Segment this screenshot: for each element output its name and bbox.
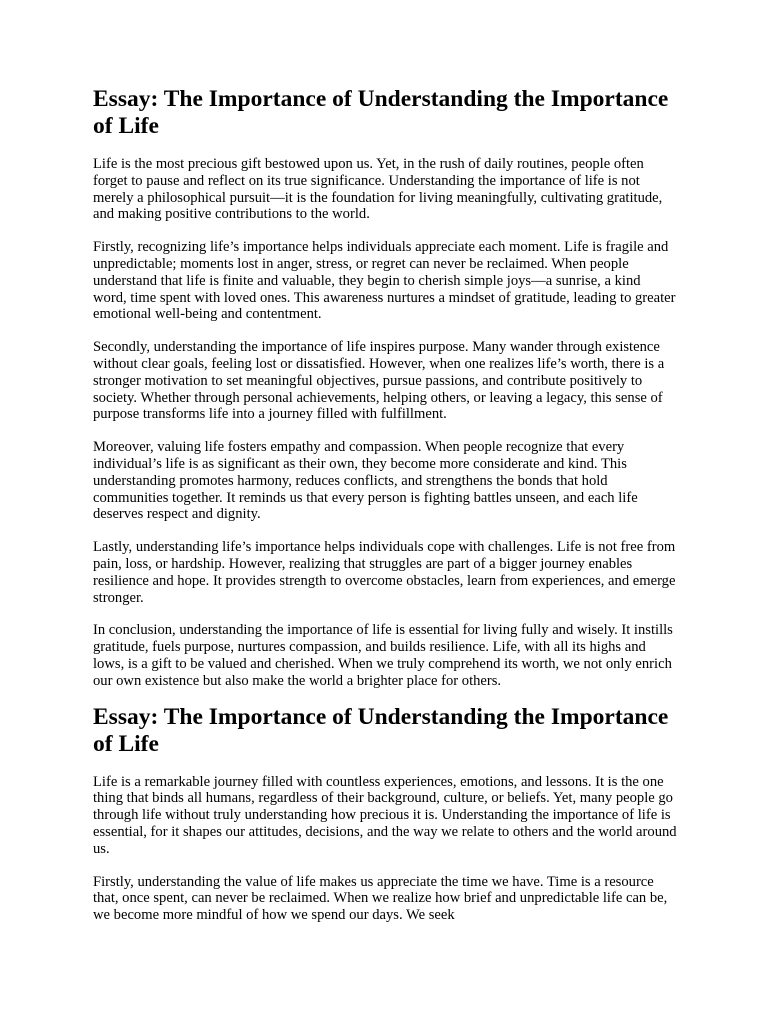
document-page	[93, 86, 677, 940]
essay-paragraph: Life is the most precious gift bestowed upon us. Yet, in the rush of daily routines, people often forget to pause and reflect on its true significance. Understanding the importance of life is not merely a philosophical pursuit—it is the foundation for living meaningfully, cultivating gratitude, and making positive contributions to the world.	[93, 156, 663, 223]
essay-paragraph: Firstly, recognizing life’s importance helps individuals appreciate each moment. Life is fragile and unpredictable; moments lost in anger, stress, or regret can never be reclaimed. When people understand that life is finite and valuable, they begin to cherish simple joys—a sunrise, a kind word, time spent with loved ones. This awareness nurtures a mindset of gratitude, leading to greater emotional well-being and contentment.	[93, 239, 676, 323]
essay-title: Essay: The Importance of Understanding the Importance of Life	[93, 703, 669, 757]
essay-title: Essay: The Importance of Understanding the Importance of Life	[93, 86, 669, 139]
essay-paragraph: Moreover, valuing life fosters empathy and compassion. When people recognize that every individual’s life is as significant as their own, they become more considerate and kind. This understanding promotes harmony, reduces conflicts, and strengthens the bonds that hold communities together. It reminds us that every person is fighting battles unseen, and each life deserves respect and dignity.	[93, 439, 638, 523]
essay-section-1	[93, 86, 677, 690]
essay-paragraph: In conclusion, understanding the importance of life is essential for living fully and wisely. It instills gratitude, fuels purpose, nurtures compassion, and builds resilience. Life, with all its highs and lows, is a gift to be valued and cherished. When we truly comprehend its worth, we not only enrich our own existence but also make the world a brighter place for others.	[93, 622, 673, 689]
essay-paragraph: Life is a remarkable journey filled with countless experiences, emotions, and lessons. It is the one thing that binds all humans, regardless of their background, culture, or beliefs. Yet, many people go through life without truly understanding how precious it is. Understanding the importance of life is essential, for it shapes our attitudes, decisions, and the way we relate to others and the world around us.	[93, 773, 677, 857]
essay-paragraph: Firstly, understanding the value of life makes us appreciate the time we have. Time is a resource that, once spent, can never be reclaimed. When we realize how brief and unpredictable life can be, we become more mindful of how we spend our days. We seek	[93, 873, 668, 924]
essay-paragraph: Secondly, understanding the importance of life inspires purpose. Many wander through existence without clear goals, feeling lost or dissatisfied. However, when one realizes life’s worth, there is a stronger motivation to set meaningful objectives, pursue passions, and contribute positively to society. Whether through personal achievements, helping others, or leaving a legacy, this sense of purpose transforms life into a journey filled with fulfillment.	[93, 339, 665, 423]
essay-section-2	[93, 704, 677, 924]
essay-paragraph: Lastly, understanding life’s importance helps individuals cope with challenges. Life is not free from pain, loss, or hardship. However, realizing that struggles are part of a bigger journey enables resilience and hope. It provides strength to overcome obstacles, learn from experiences, and emerge stronger.	[93, 539, 676, 606]
